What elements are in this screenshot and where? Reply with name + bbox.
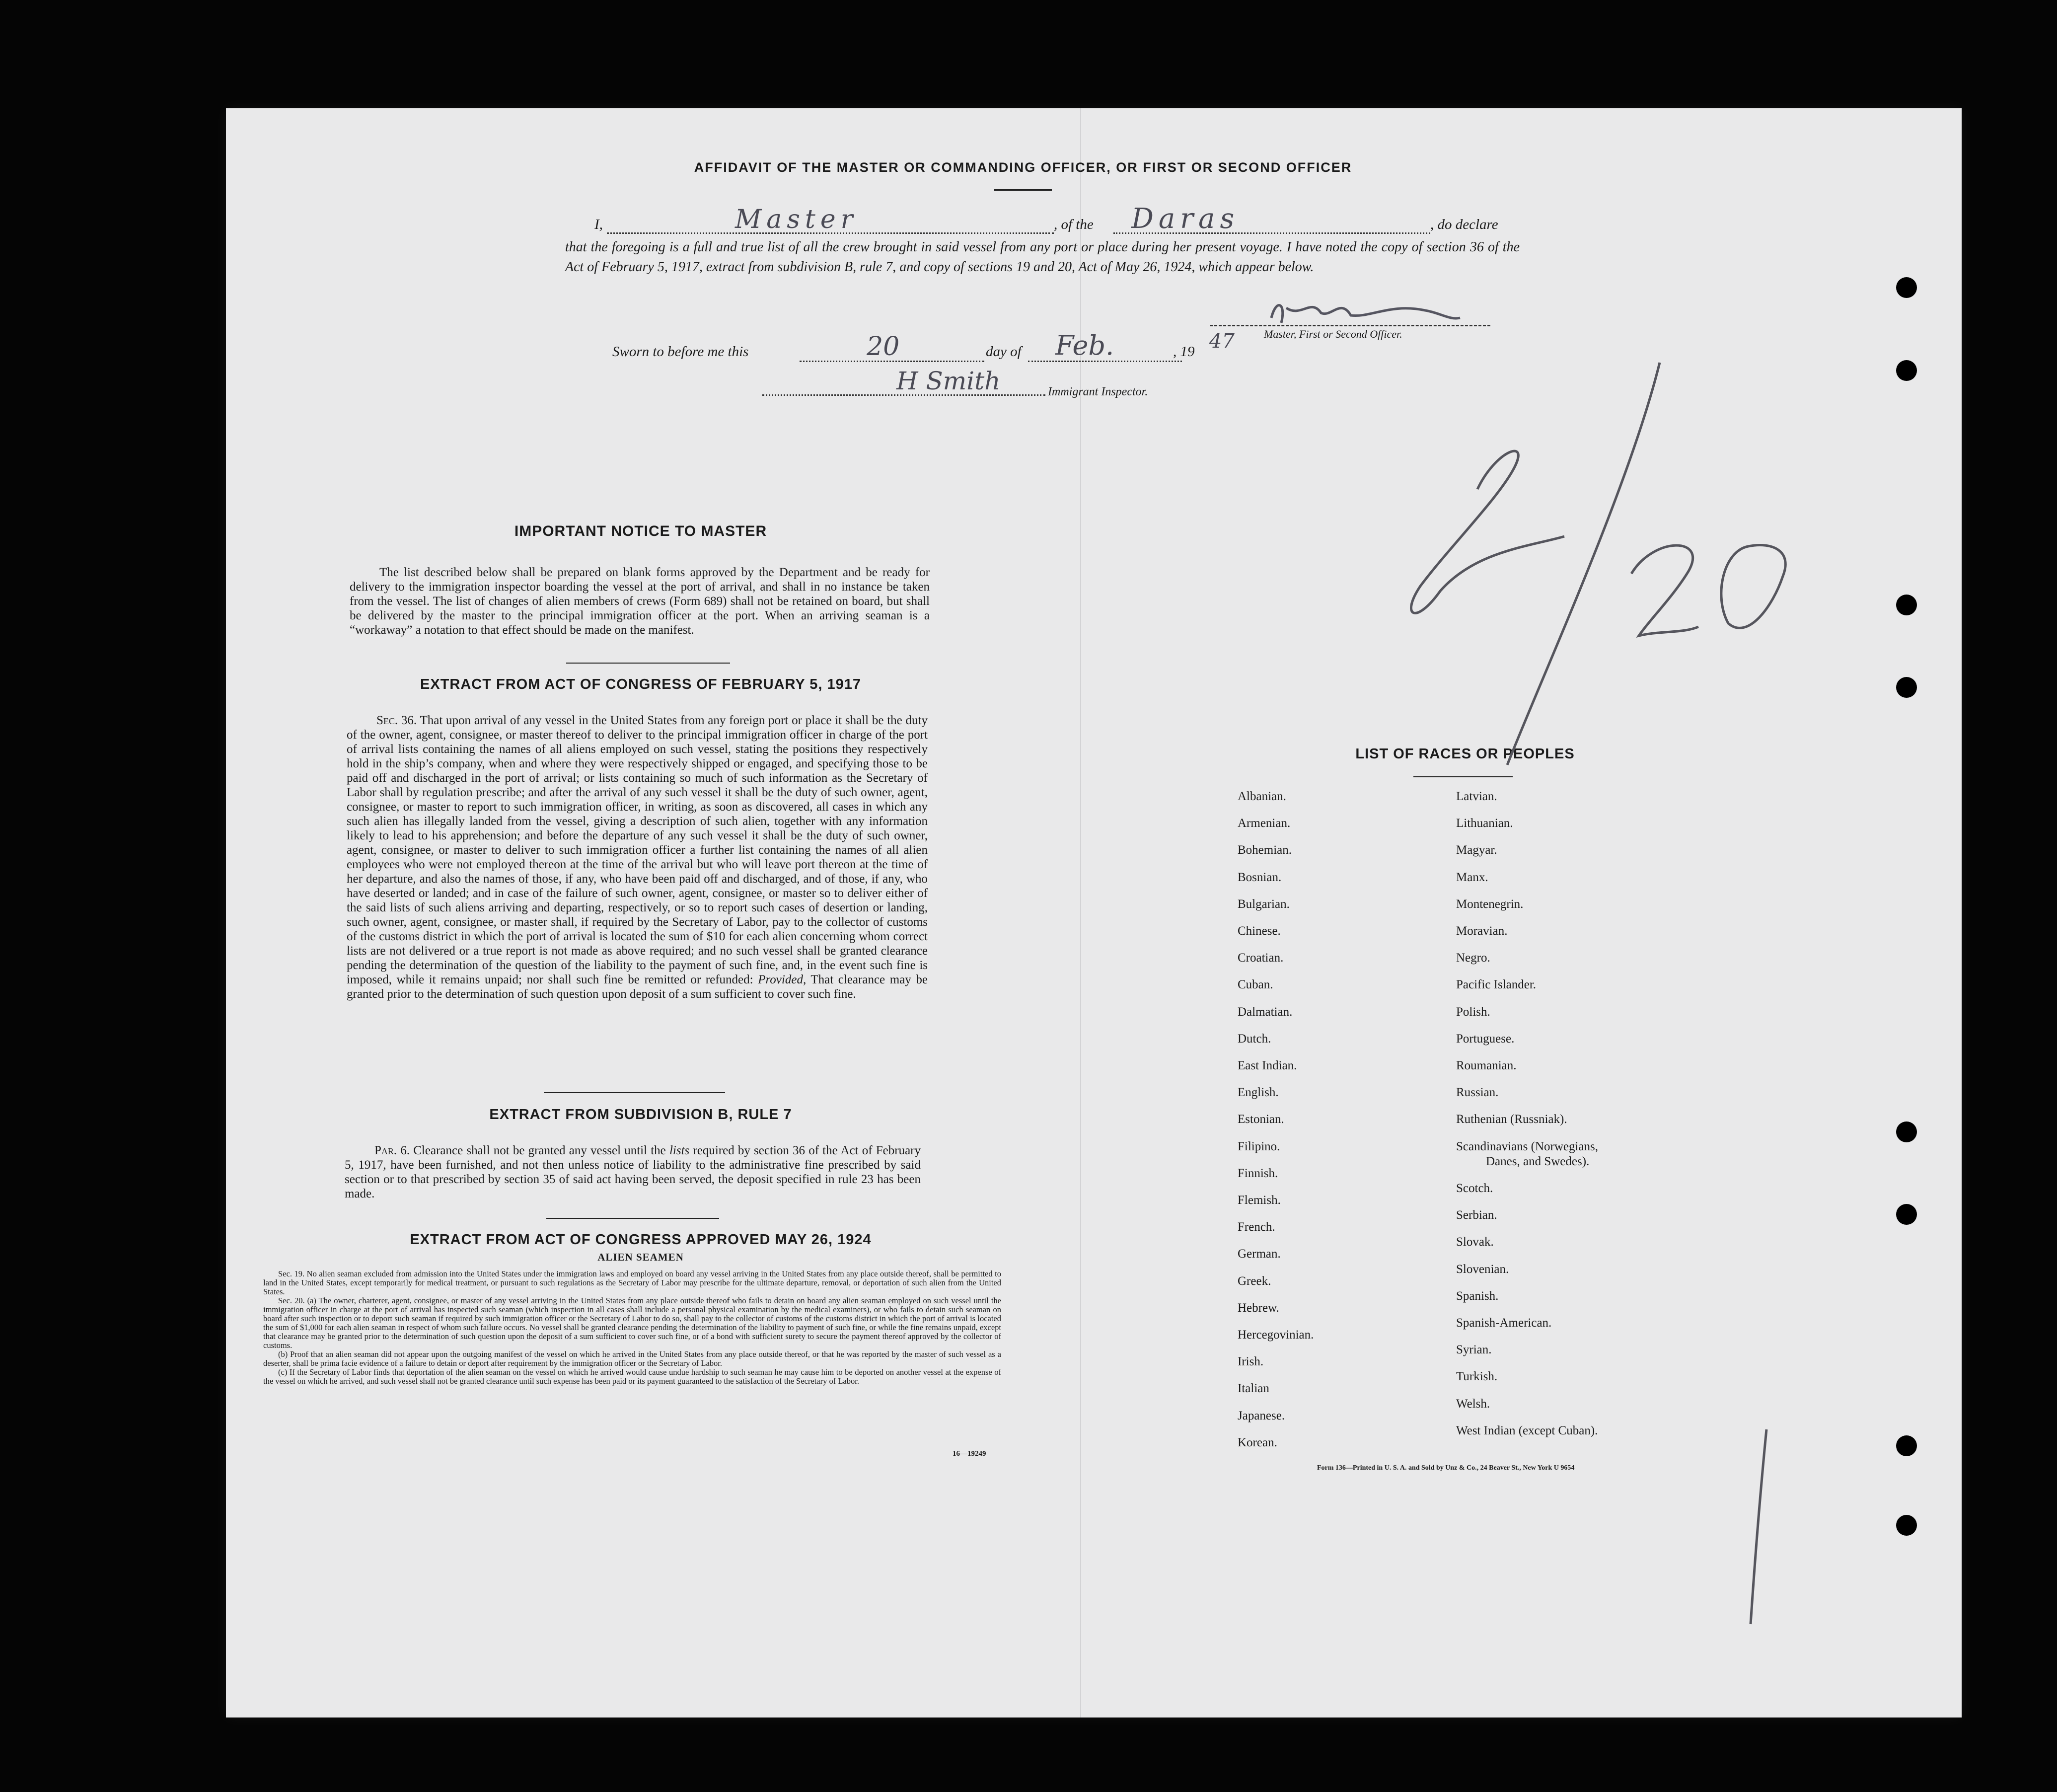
punch-hole [1896, 595, 1917, 615]
race-item: Syrian. [1456, 1343, 1492, 1357]
extract-1917-title: EXTRACT FROM ACT OF CONGRESS OF FEBRUARY 5, 1917 [420, 676, 862, 692]
race-item: Greek. [1238, 1274, 1271, 1288]
race-item: Hebrew. [1238, 1301, 1279, 1315]
sworn-year-prefix: , 19 [1173, 344, 1195, 360]
handwritten-year: 47 [1209, 330, 1235, 353]
race-item: Scotch. [1456, 1182, 1493, 1195]
race-item: Dutch. [1238, 1032, 1271, 1045]
declaration-of-the: , of the [1054, 217, 1094, 232]
race-item: Turkish. [1456, 1370, 1498, 1384]
race-item: Roumanian. [1456, 1059, 1517, 1072]
race-item: Armenian. [1238, 817, 1291, 830]
race-item: Chinese. [1238, 924, 1281, 938]
race-item: Slovenian. [1456, 1262, 1509, 1276]
race-item: Irish. [1238, 1355, 1264, 1369]
master-signature-caption: Master, First or Second Officer. [1264, 328, 1402, 340]
declaration-i: I, [594, 217, 603, 232]
handwritten-vessel: Daras [1131, 203, 1240, 235]
declaration-body: that the foregoing is a full and true list of all the crew brought in said vessel from any port or place during her present voyage. I have noted the copy of section 36 of the Act of February 5, 1917, extract from subdivision B, rule 7, and copy of sections 19 and 20, Act of May 26, 1924, which appear below. [565, 239, 1520, 275]
race-item: German. [1238, 1247, 1281, 1261]
sworn-day-label: day of [986, 344, 1022, 360]
race-item: Dalmatian. [1238, 1005, 1293, 1019]
notice-text: The list described below shall be prepared on blank forms approved by the Department and be ready for delivery to the immigration inspector boarding the vessel at the port of arrival, and shall in no instance be taken from the vessel. The list of changes of alien members of crews (Form 689) shall not be retained on board, but shall be delivered by the master to the principal immigration officer at the port. When an arriving seaman is a “workaway” a notation to that effect should be made on the manifest. [350, 566, 930, 637]
race-item: Magyar. [1456, 843, 1497, 857]
extract-1924-text: Sec. 19. No alien seaman excluded from admission into the United States under the immigration laws and employed on board any vessel arriving in the United States from any place outside thereof, shall be permitted to land in the United States, except temporarily for medical treatment, or pursuant to such regulations as the Secretary of Labor may prescribe for the ultimate departure, removal, or deportation of such alien from the United States. Sec. 20. (a) The owner, charterer, agent, consignee, or master of any vessel arriving in the United States from any place outside thereof who fails to detain on board any alien seaman employed on such vessel until the immigration officer in charge at the port of arrival has inspected such seaman (which inspection in all cases shall include a personal physical examination by the medical examiners), or who fails to detain such seaman on board after such inspection or to deport such seaman if required by such immigration officer or the Secretary of Labor to do so, shall pay to the collector of customs of the customs district in which the port of arrival is located the sum of $1,000 for each alien seaman in respect of whom such failure occurs. No vessel shall be granted clearance pending the determination of the liability to payment of such fine, or while the fine remains unpaid, except that clearance may be granted prior to the determination of such question upon the deposit of a sum sufficient to cover such fine, or of a bond with sufficient surety to secure the payment thereof approved by the collector of customs. (b) Proof that an alien seaman did not appear upon the outgoing manifest of the vessel on which he arrived in the United States from any place outside thereof, or that he was reported by the master of such vessel as a deserter, shall be prima facie evidence of a failure to detain or deport after requirement by the immigration officer or the Secretary of Labor. (c) If the Secretary of Labor finds that deportation of the alien seaman on the vessel on which he arrived would cause undue hardship to such seaman he may cause him to be deported on another vessel at the expense of the vessel on which he arrived, and such vessel shall not be granted clearance until such expense has been paid or its payment guaranteed to the satisfaction of the Secretary of Labor. [263, 1269, 1001, 1386]
race-item: English. [1238, 1086, 1279, 1100]
notice-title: IMPORTANT NOTICE TO MASTER [514, 523, 767, 539]
race-item: Korean. [1238, 1435, 1277, 1449]
race-item: Bulgarian. [1238, 897, 1290, 911]
race-item: Hercegovinian. [1238, 1328, 1314, 1342]
race-item: Italian [1238, 1382, 1269, 1396]
race-item: Polish. [1456, 1005, 1490, 1019]
race-item: Ruthenian (Russniak). [1456, 1113, 1567, 1126]
race-item: Estonian. [1238, 1113, 1284, 1126]
affidavit-header: AFFIDAVIT OF THE MASTER OR COMMANDING OFFICER, OR FIRST OR SECOND OFFICER [694, 160, 1352, 175]
race-item: Negro. [1456, 951, 1490, 965]
punch-hole [1896, 1204, 1917, 1225]
rule7-title: EXTRACT FROM SUBDIVISION B, RULE 7 [489, 1107, 792, 1122]
race-item: Scandinavians (Norwegians, [1456, 1139, 1599, 1153]
race-item: West Indian (except Cuban). [1456, 1423, 1598, 1437]
race-item: Croatian. [1238, 951, 1284, 965]
punch-hole [1896, 277, 1917, 298]
extract-1924-subtitle: ALIEN SEAMEN [597, 1251, 684, 1263]
race-item: East Indian. [1238, 1059, 1297, 1072]
race-item: French. [1238, 1220, 1275, 1234]
race-item: Cuban. [1238, 978, 1273, 992]
punch-hole [1896, 1515, 1917, 1536]
extract-1917-text: Sec. 36. That upon arrival of any vessel in the United States from any foreign port or place it shall be the duty of the owner, agent, consignee, or master thereof to deliver to the principal immigration officer in charge of the port of arrival lists containing the names of all aliens employed on such vessel, stating the positions they respectively hold in the ship’s company, when and where they were respectively shipped or engaged, and specifying those to be paid off and discharged in the port of arrival; or lists containing so much of such information as the Secretary of Labor shall by regulation prescribe; and after the arrival of any such vessel it shall be the duty of such owner, agent, consignee, or master to report to such immigration officer, in writing, as soon as discovered, all cases in which any such alien has illegally landed from the vessel, giving a description of such alien, together with any information likely to lead to his apprehension; and before the departure of any such vessel it shall be the duty of such owner, agent, consignee, or master to deliver to such immigration officer a further list containing the names of all alien employees who were not employed thereon at the time of the arrival but who will leave port thereon at the time of her departure, and also the names of those, if any, who have been paid off and discharged, and of those, if any, who have deserted or landed; and in case of the failure of such owner, agent, consignee, or master so to deliver either of the said lists of such aliens arriving and departing, respectively, or so to report such cases of desertion or landing, such owner, agent, consignee, or master shall, if required by the Secretary of Labor, pay to the collector of customs of the customs district in which the port of arrival is located the sum of $10 for each alien concerning whom correct lists are not delivered or a true report is not made as above required; and no such vessel shall be granted clearance pending the determination of the question of the liability to the payment of such fine, and, in the event such fine is imposed, while it remains unpaid; nor shall such fine be remitted or refunded: Provided, That clearance may be granted prior to the determination of such question upon deposit of a sum sufficient to cover such fine. [347, 714, 928, 1001]
race-item: Montenegrin. [1456, 897, 1524, 911]
race-item: Spanish. [1456, 1289, 1499, 1303]
race-item: Finnish. [1238, 1166, 1278, 1180]
race-item: Japanese. [1238, 1409, 1285, 1422]
handwritten-master: Master [735, 205, 858, 234]
race-item: Filipino. [1238, 1139, 1280, 1153]
punch-hole [1896, 1435, 1917, 1456]
race-item: Russian. [1456, 1086, 1499, 1100]
race-item: Bohemian. [1238, 843, 1292, 857]
sworn-prefix: Sworn to before me this [612, 344, 749, 360]
declaration-do-declare: , do declare [1430, 217, 1498, 232]
inspector-signature: H Smith [896, 367, 1001, 395]
race-item: Danes, and Swedes). [1486, 1154, 1590, 1168]
extract-1924-title: EXTRACT FROM ACT OF CONGRESS APPROVED MAY 26, 1924 [410, 1232, 872, 1248]
race-item: Slovak. [1456, 1235, 1494, 1249]
handwritten-month: Feb. [1055, 330, 1114, 361]
race-item: Bosnian. [1238, 870, 1282, 884]
punch-hole [1896, 1121, 1917, 1142]
race-item: Latvian. [1456, 790, 1497, 803]
race-item: Spanish-American. [1456, 1316, 1552, 1330]
races-title: LIST OF RACES OR PEOPLES [1355, 746, 1575, 762]
race-item: Pacific Islander. [1456, 978, 1537, 992]
race-item: Flemish. [1238, 1194, 1281, 1207]
inspector-caption: Immigrant Inspector. [1048, 385, 1148, 398]
form-code: 16—19249 [953, 1450, 986, 1458]
race-item: Albanian. [1238, 790, 1286, 803]
race-item: Serbian. [1456, 1208, 1497, 1222]
race-item: Welsh. [1456, 1397, 1490, 1411]
rule7-text: Par. 6. Clearance shall not be granted any vessel until the lists required by section 36 of the Act of February 5, 1917, have been furnished, and not then unless notice of liability to the administrative fine prescribed by said section or to that prescribed by section 35 of said act having been served, the deposit specified in rule 23 has been made. [345, 1144, 921, 1200]
race-item: Manx. [1456, 870, 1488, 884]
form-footer: Form 136—Printed in U. S. A. and Sold by Unz & Co., 24 Beaver St., New York U 9654 [1317, 1464, 1575, 1472]
punch-hole [1896, 677, 1917, 698]
punch-hole [1896, 360, 1917, 381]
race-item: Moravian. [1456, 924, 1508, 938]
race-item: Portuguese. [1456, 1032, 1515, 1045]
handwritten-day: 20 [867, 332, 900, 362]
race-item: Lithuanian. [1456, 817, 1513, 830]
